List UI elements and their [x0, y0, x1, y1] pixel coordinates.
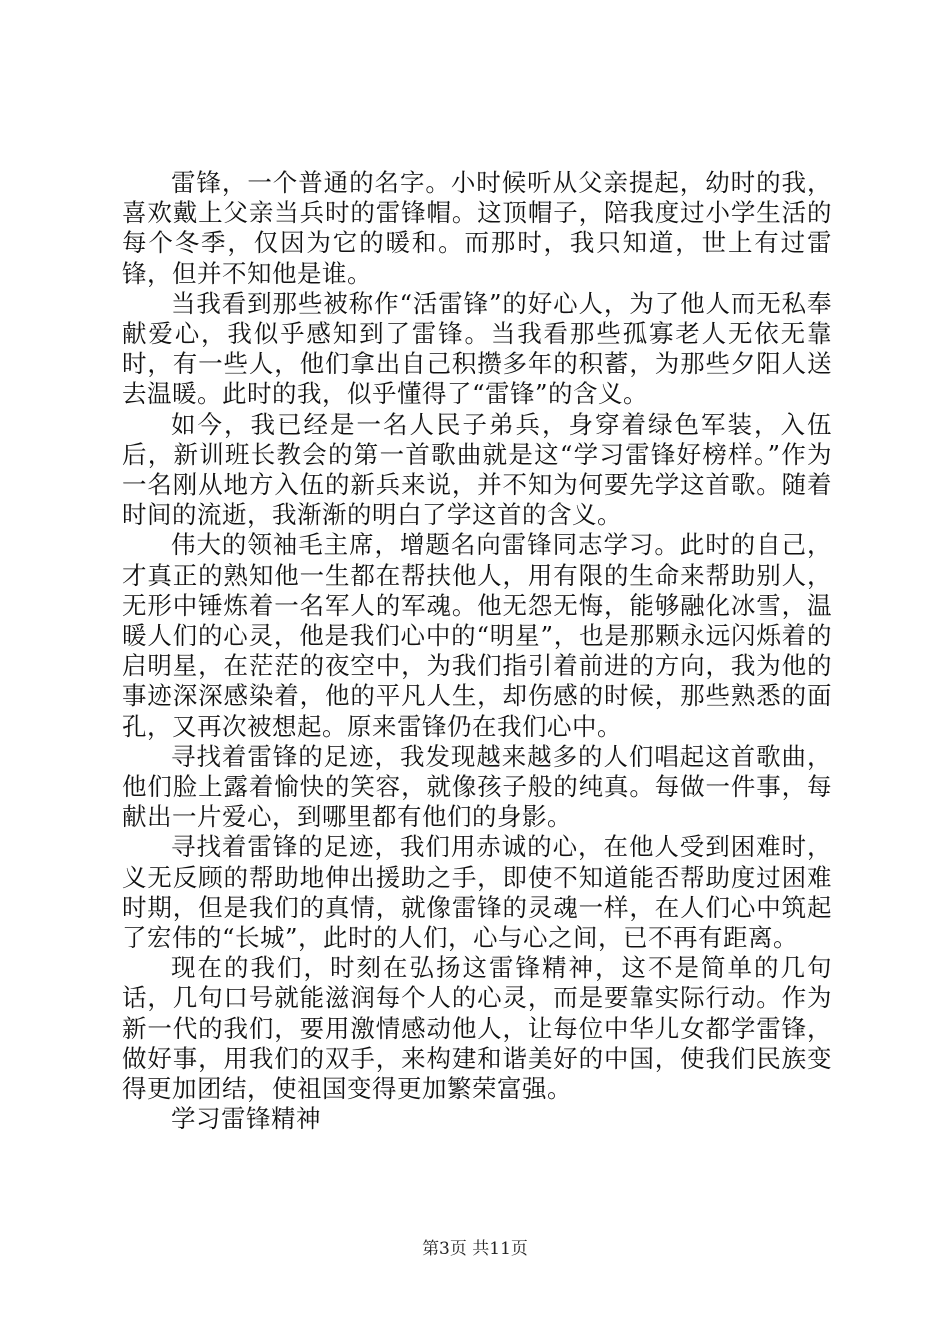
paragraph: 现在的我们，时刻在弘扬这雷锋精神，这不是简单的几句话，几句口号就能滋润每个人的心灵，而是要靠实际行动。作为新一代的我们，要用激情感动他人，让每位中华儿女都学雷锋，做好事，用我们的双手，来构建和谐美好的中国，使我们民族变得更加团结，使祖国变得更加繁荣富强。: [122, 953, 832, 1104]
document-body: [122, 168, 832, 1135]
paragraph: 伟大的领袖毛主席，增题名向雷锋同志学习。此时的自己，才真正的熟知他一生都在帮扶他人，用有限的生命来帮助别人，无形中锤炼着一名军人的军魂。他无怨无悔，能够融化冰雪，温暖人们的心灵，他是我们心中的“明星”，也是那颗永远闪烁着的启明星，在茫茫的夜空中，为我们指引着前进的方向，我为他的事迹深深感染着，他的平凡人生，却伤感的时候，那些熟悉的面孔，又再次被想起。原来雷锋仍在我们心中。: [122, 530, 832, 741]
paragraph: 寻找着雷锋的足迹，我们用赤诚的心，在他人受到困难时，义无反顾的帮助地伸出援助之手，即使不知道能否帮助度过困难时期，但是我们的真情，就像雷锋的灵魂一样，在人们心中筑起了宏伟的“长城”，此时的人们，心与心之间，已不再有距离。: [122, 832, 832, 953]
section-heading: 学习雷锋精神: [171, 1104, 321, 1134]
page-footer: 第3页 共11页: [422, 1239, 528, 1259]
paragraph: 当我看到那些被称作“活雷锋”的好心人，为了他人而无私奉献爱心，我似乎感知到了雷锋。当我看那些孤寡老人无依无靠时，有一些人，他们拿出自己积攒多年的积蓄，为那些夕阳人送去温暖。此时的我，似乎懂得了“雷锋”的含义。: [122, 288, 832, 409]
paragraph: 寻找着雷锋的足迹，我发现越来越多的人们唱起这首歌曲，他们脸上露着愉快的笑容，就像孩子般的纯真。每做一件事，每献出一片爱心，到哪里都有他们的身影。: [122, 741, 832, 832]
paragraph: 如今，我已经是一名人民子弟兵，身穿着绿色军装，入伍后，新训班长教会的第一首歌曲就是这“学习雷锋好榜样。”作为一名刚从地方入伍的新兵来说，并不知为何要先学这首歌。随着时间的流逝，我渐渐的明白了学这首的含义。: [122, 409, 832, 530]
paragraph: 雷锋，一个普通的名字。小时候听从父亲提起，幼时的我，喜欢戴上父亲当兵时的雷锋帽。这顶帽子，陪我度过小学生活的每个冬季，仅因为它的暖和。而那时，我只知道，世上有过雷锋，但并不知他是谁。: [122, 168, 832, 288]
